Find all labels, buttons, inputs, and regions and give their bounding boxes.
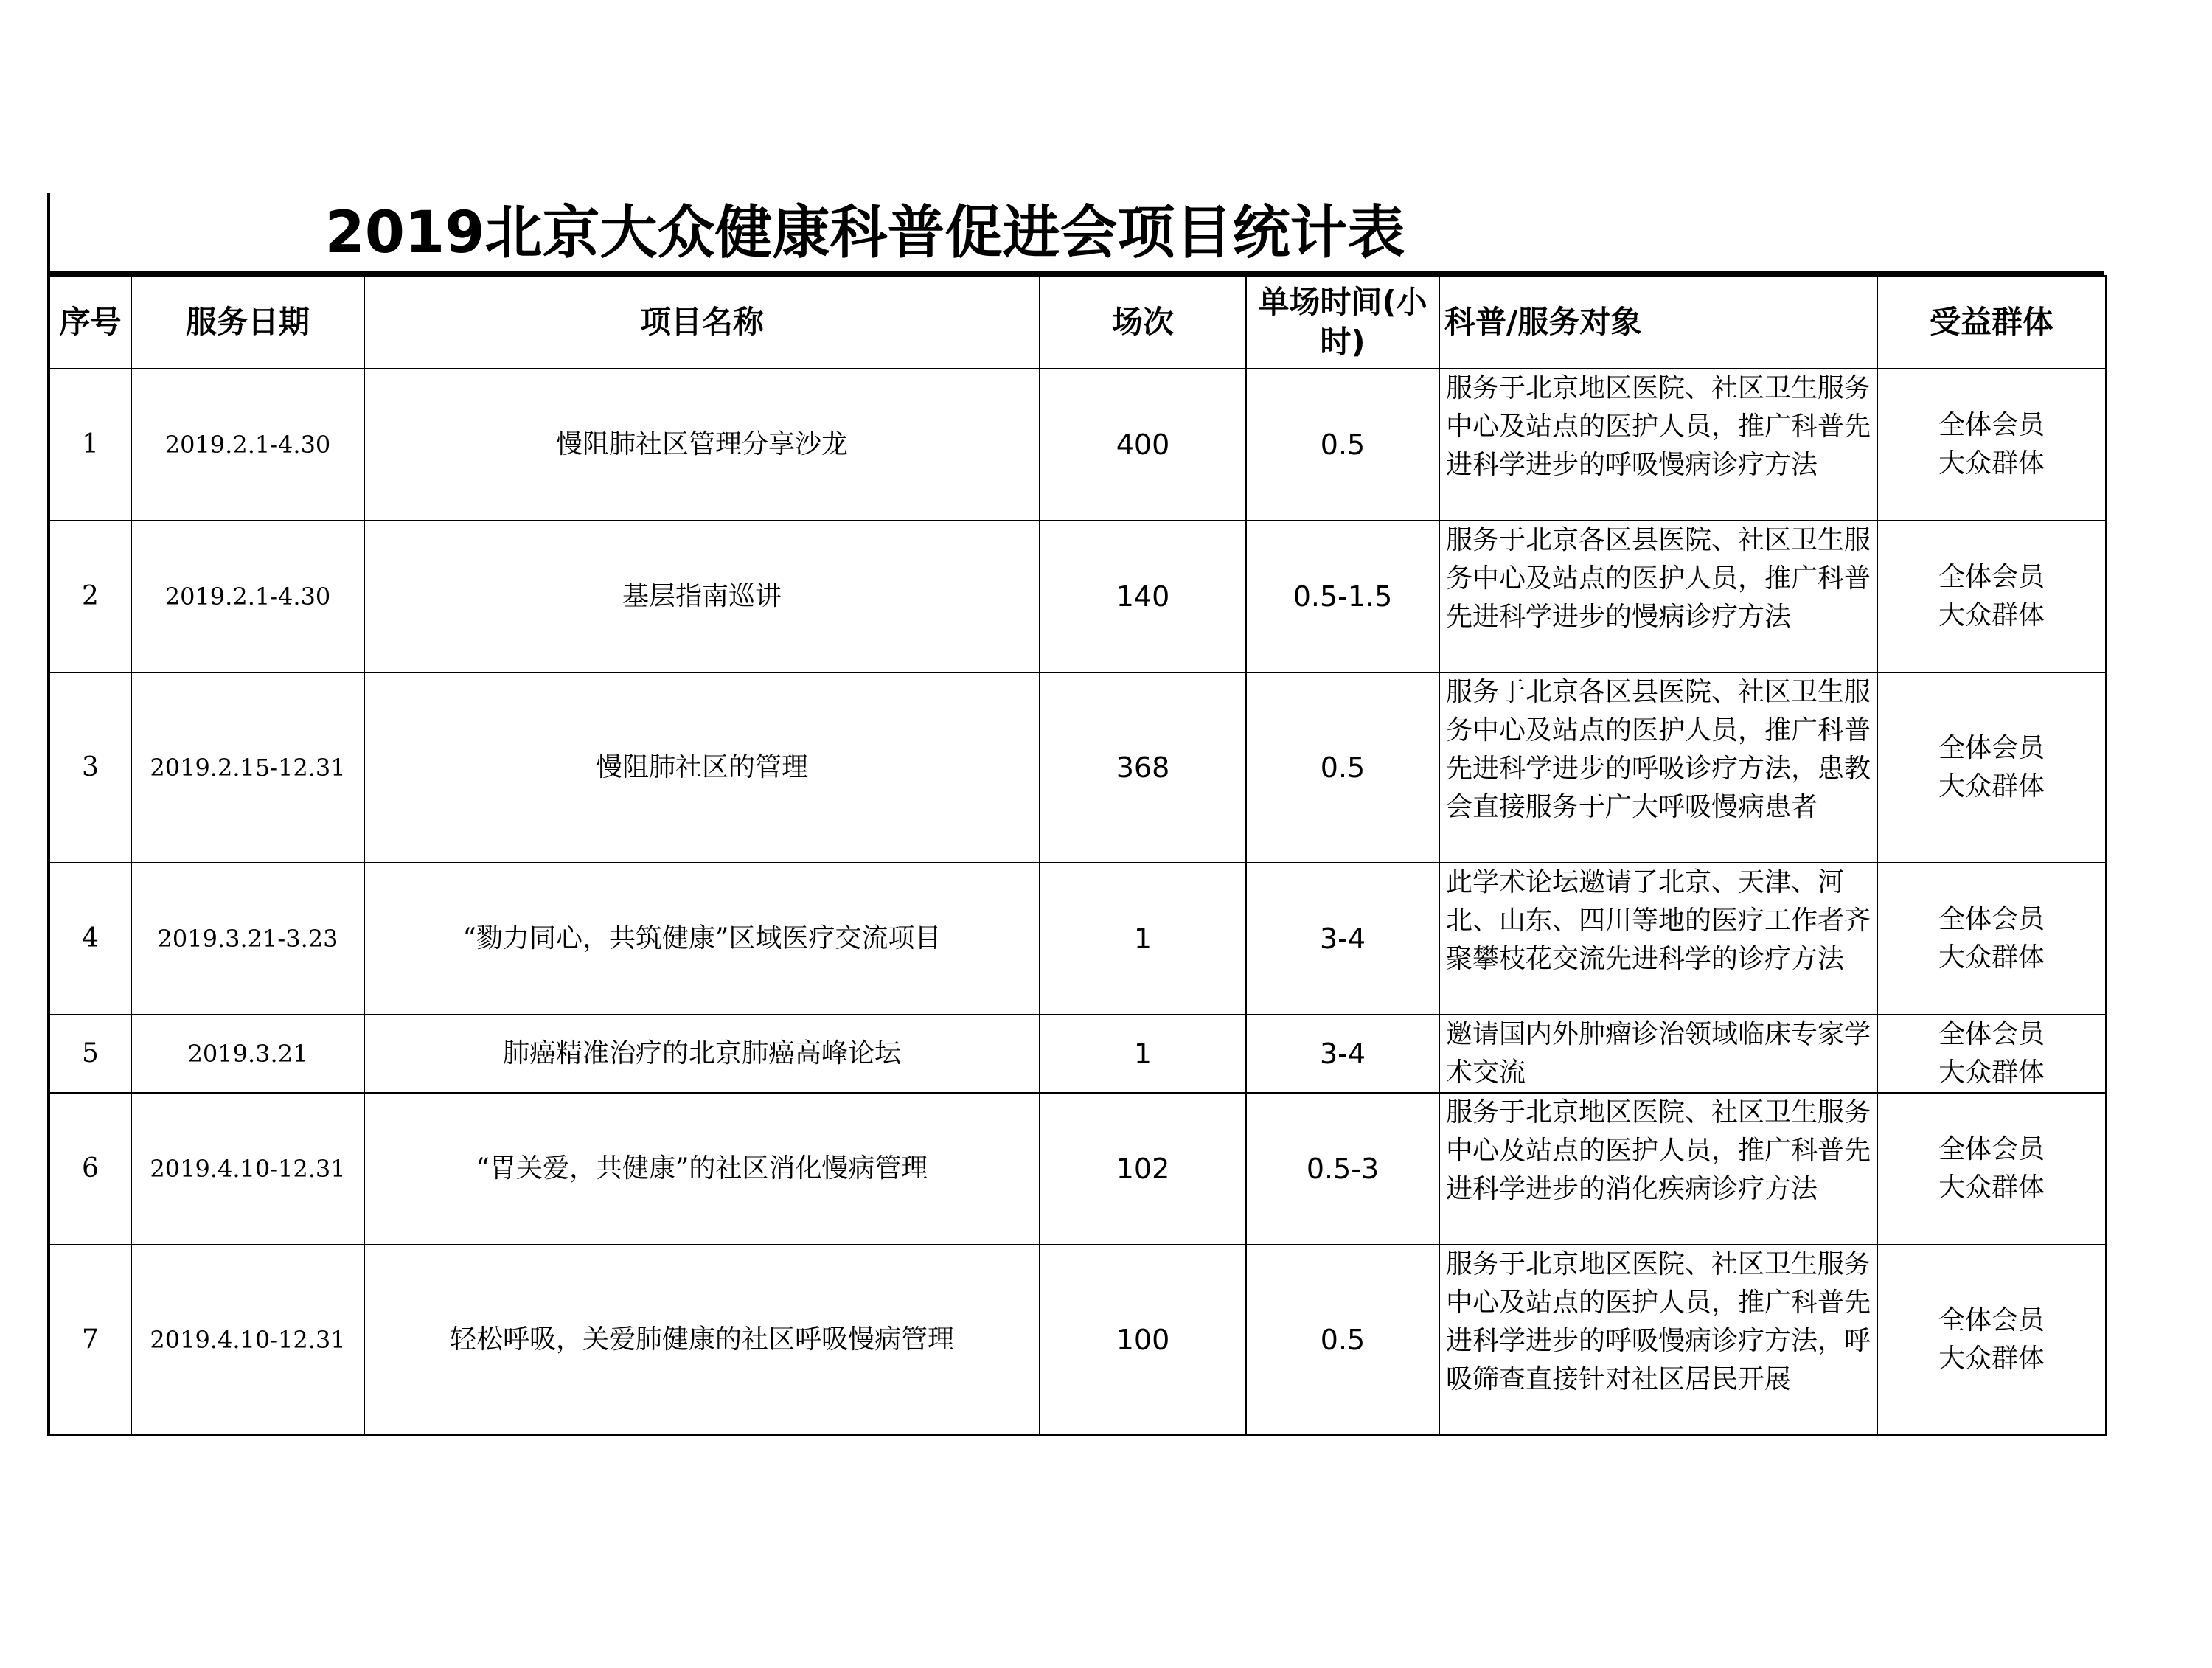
cell-seq: 7 — [49, 1245, 131, 1435]
cell-sessions: 368 — [1040, 673, 1246, 863]
cell-duration: 0.5-1.5 — [1246, 521, 1439, 673]
header-duration: 单场时间(小时) — [1246, 276, 1439, 369]
spreadsheet — [47, 193, 2104, 1436]
cell-name: “勠力同心，共筑健康”区域医疗交流项目 — [364, 863, 1040, 1015]
cell-duration: 0.5 — [1246, 369, 1439, 521]
cell-date: 2019.2.1-4.30 — [131, 369, 364, 521]
cell-beneficiary — [1877, 369, 2106, 521]
cell-target: 邀请国内外肿瘤诊治领域临床专家学术交流 — [1439, 1015, 1877, 1093]
cell-date: 2019.4.10-12.31 — [131, 1245, 364, 1435]
cell-beneficiary — [1877, 863, 2106, 1015]
beneficiary-line: 全体会员 — [1938, 1134, 2045, 1164]
cell-name: 慢阻肺社区管理分享沙龙 — [364, 369, 1040, 521]
header-row — [49, 276, 2106, 369]
cell-sessions: 1 — [1040, 863, 1246, 1015]
cell-date: 2019.2.15-12.31 — [131, 673, 364, 863]
cell-seq: 6 — [49, 1093, 131, 1245]
cell-seq: 2 — [49, 521, 131, 673]
beneficiary-line: 大众群体 — [1938, 1172, 2045, 1203]
table-row — [49, 1245, 2106, 1435]
cell-sessions: 102 — [1040, 1093, 1246, 1245]
cell-target: 服务于北京各区县医院、社区卫生服务中心及站点的医护人员，推广科普先进科学进步的呼吸诊疗方法，患教会直接服务于广大呼吸慢病患者 — [1439, 673, 1877, 863]
title-row — [47, 193, 2104, 275]
table-row — [49, 673, 2106, 863]
beneficiary-line: 大众群体 — [1938, 771, 2045, 802]
table-row — [49, 863, 2106, 1015]
cell-beneficiary — [1877, 1015, 2106, 1093]
cell-seq: 5 — [49, 1015, 131, 1093]
header-beneficiary: 受益群体 — [1877, 276, 2106, 369]
project-table — [47, 275, 2107, 1436]
header-date: 服务日期 — [131, 276, 364, 369]
cell-target: 此学术论坛邀请了北京、天津、河北、山东、四川等地的医疗工作者齐聚攀枝花交流先进科学的诊疗方法 — [1439, 863, 1877, 1015]
cell-sessions: 1 — [1040, 1015, 1246, 1093]
cell-sessions: 400 — [1040, 369, 1246, 521]
table-row — [49, 1093, 2106, 1245]
cell-name: “胃关爱，共健康”的社区消化慢病管理 — [364, 1093, 1040, 1245]
table-row — [49, 1015, 2106, 1093]
table-row — [49, 521, 2106, 673]
beneficiary-line: 全体会员 — [1938, 904, 2045, 934]
beneficiary-line: 全体会员 — [1938, 1305, 2045, 1335]
cell-seq: 3 — [49, 673, 131, 863]
cell-date: 2019.4.10-12.31 — [131, 1093, 364, 1245]
cell-name: 基层指南巡讲 — [364, 521, 1040, 673]
cell-beneficiary — [1877, 1093, 2106, 1245]
cell-target: 服务于北京地区医院、社区卫生服务中心及站点的医护人员，推广科普先进科学进步的消化疾病诊疗方法 — [1439, 1093, 1877, 1245]
cell-seq: 4 — [49, 863, 131, 1015]
header-target: 科普/服务对象 — [1439, 276, 1877, 369]
cell-name: 肺癌精准治疗的北京肺癌高峰论坛 — [364, 1015, 1040, 1093]
beneficiary-line: 大众群体 — [1938, 942, 2045, 973]
beneficiary-line: 大众群体 — [1938, 600, 2045, 630]
cell-beneficiary — [1877, 521, 2106, 673]
cell-target: 服务于北京各区县医院、社区卫生服务中心及站点的医护人员，推广科普先进科学进步的慢病诊疗方法 — [1439, 521, 1877, 673]
cell-duration: 0.5 — [1246, 673, 1439, 863]
header-seq: 序号 — [49, 276, 131, 369]
beneficiary-line: 大众群体 — [1938, 1057, 2045, 1088]
table-row — [49, 369, 2106, 521]
cell-date: 2019.2.1-4.30 — [131, 521, 364, 673]
cell-seq: 1 — [49, 369, 131, 521]
beneficiary-line: 大众群体 — [1938, 1344, 2045, 1374]
page-title: 2019北京大众健康科普促进会项目统计表 — [324, 200, 1405, 266]
cell-target: 服务于北京地区医院、社区卫生服务中心及站点的医护人员，推广科普先进科学进步的呼吸慢病诊疗方法 — [1439, 369, 1877, 521]
cell-name: 轻松呼吸，关爱肺健康的社区呼吸慢病管理 — [364, 1245, 1040, 1435]
cell-sessions: 140 — [1040, 521, 1246, 673]
header-sessions: 场次 — [1040, 276, 1246, 369]
cell-duration: 3-4 — [1246, 863, 1439, 1015]
cell-sessions: 100 — [1040, 1245, 1246, 1435]
beneficiary-line: 全体会员 — [1938, 562, 2045, 592]
cell-name: 慢阻肺社区的管理 — [364, 673, 1040, 863]
cell-beneficiary — [1877, 673, 2106, 863]
cell-date: 2019.3.21 — [131, 1015, 364, 1093]
cell-duration: 3-4 — [1246, 1015, 1439, 1093]
cell-duration: 0.5-3 — [1246, 1093, 1439, 1245]
header-name: 项目名称 — [364, 276, 1040, 369]
beneficiary-line: 全体会员 — [1938, 733, 2045, 763]
cell-duration: 0.5 — [1246, 1245, 1439, 1435]
cell-beneficiary — [1877, 1245, 2106, 1435]
beneficiary-line: 全体会员 — [1938, 410, 2045, 440]
cell-target: 服务于北京地区医院、社区卫生服务中心及站点的医护人员，推广科普先进科学进步的呼吸慢病诊疗方法，呼吸筛查直接针对社区居民开展 — [1439, 1245, 1877, 1435]
beneficiary-line: 全体会员 — [1938, 1019, 2045, 1049]
beneficiary-line: 大众群体 — [1938, 448, 2045, 479]
cell-date: 2019.3.21-3.23 — [131, 863, 364, 1015]
